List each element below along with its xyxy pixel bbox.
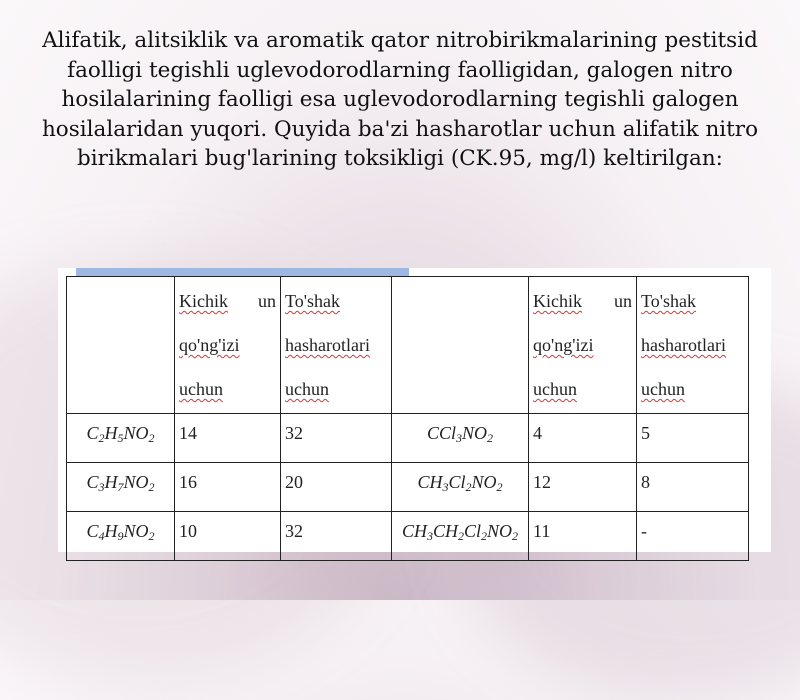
formula-subscript: 2: [148, 431, 155, 445]
table-row: [67, 512, 749, 561]
formula-subscript: 2: [481, 529, 488, 543]
formula-subscript: 9: [117, 529, 124, 543]
table-row: [67, 414, 749, 463]
toshak-value-cell: 32: [281, 414, 392, 463]
kichik-value-cell: 14: [175, 414, 281, 463]
formula-subscript: 2: [496, 480, 503, 494]
formula-element: CH: [417, 472, 443, 492]
compound-formula-cell: [67, 512, 175, 561]
formula-element: CH: [432, 521, 458, 541]
formula-element: H: [104, 521, 118, 541]
formula-element: C: [86, 472, 99, 492]
formula-element: NO: [123, 423, 149, 443]
formula-element: C: [86, 521, 99, 541]
formula-subscript: 3: [456, 431, 462, 445]
formula-element: CCl: [426, 423, 456, 443]
header-kichik-uchun: Kichik un qo'ng'izi uchun: [529, 277, 637, 414]
header-toshak-uchun: To'shak hasharotlari uchun: [281, 277, 392, 414]
formula-subscript: 7: [117, 480, 124, 494]
formula-element: NO: [471, 472, 497, 492]
kichik-value-cell: 10: [175, 512, 281, 561]
formula-subscript: 3: [98, 480, 105, 494]
formula-element: NO: [123, 521, 149, 541]
header-kichik-uchun: Kichik un qo'ng'izi uchun: [175, 277, 281, 414]
formula-element: Cl: [464, 521, 482, 541]
table-row: [67, 463, 749, 512]
header-empty-cell: [392, 277, 529, 414]
toshak-value-cell: 5: [637, 414, 749, 463]
formula-subscript: 2: [512, 529, 519, 543]
slide-heading: Alifatik, alitsiklik va aromatik qator nitrobirikmalarining pestitsid faolligi tegishli uglevodorodlarning faolligidan, galogen nitro hosilalarining faolligi esa uglevodorodlarning tegishli galogen hosilalaridan yuqori. Quyida ba'zi hasharotlar uchun alifatik nitro birikmalari bug'larining toksikligi (CK.95, mg/l) keltirilgan:: [41, 28, 759, 171]
formula-subscript: 3: [426, 529, 433, 543]
formula-subscript: 3: [442, 480, 449, 494]
table-top-strip: [76, 268, 409, 276]
formula-subscript: 2: [148, 529, 155, 543]
kichik-value-cell: 11: [529, 512, 637, 561]
compound-formula-cell: [392, 512, 529, 561]
toshak-value-cell: 8: [637, 463, 749, 512]
formula-element: Cl: [448, 472, 466, 492]
compound-formula-cell: [392, 463, 529, 512]
toxicity-table: [66, 276, 749, 561]
header-toshak-uchun: To'shak hasharotlari uchun: [637, 277, 749, 414]
formula-element: H: [104, 472, 118, 492]
formula-subscript: 2: [458, 529, 464, 543]
formula-element: C: [86, 423, 99, 443]
formula-element: NO: [123, 472, 149, 492]
kichik-value-cell: 4: [529, 414, 637, 463]
compound-formula-cell: [67, 463, 175, 512]
compound-formula-cell: [392, 414, 529, 463]
kichik-value-cell: 12: [529, 463, 637, 512]
formula-subscript: 5: [117, 431, 124, 445]
formula-subscript: 2: [487, 431, 494, 445]
toshak-value-cell: 32: [281, 512, 392, 561]
formula-element: NO: [487, 521, 513, 541]
formula-element: NO: [462, 423, 488, 443]
formula-subscript: 2: [148, 480, 155, 494]
toshak-value-cell: 20: [281, 463, 392, 512]
formula-subscript: 4: [98, 529, 105, 543]
formula-element: CH: [401, 521, 427, 541]
table-header-row: [67, 277, 749, 414]
formula-subscript: 2: [98, 431, 105, 445]
kichik-value-cell: 16: [175, 463, 281, 512]
formula-element: H: [104, 423, 118, 443]
header-empty-cell: [67, 277, 175, 414]
toshak-value-cell: -: [637, 512, 749, 561]
formula-subscript: 2: [465, 480, 472, 494]
compound-formula-cell: [67, 414, 175, 463]
